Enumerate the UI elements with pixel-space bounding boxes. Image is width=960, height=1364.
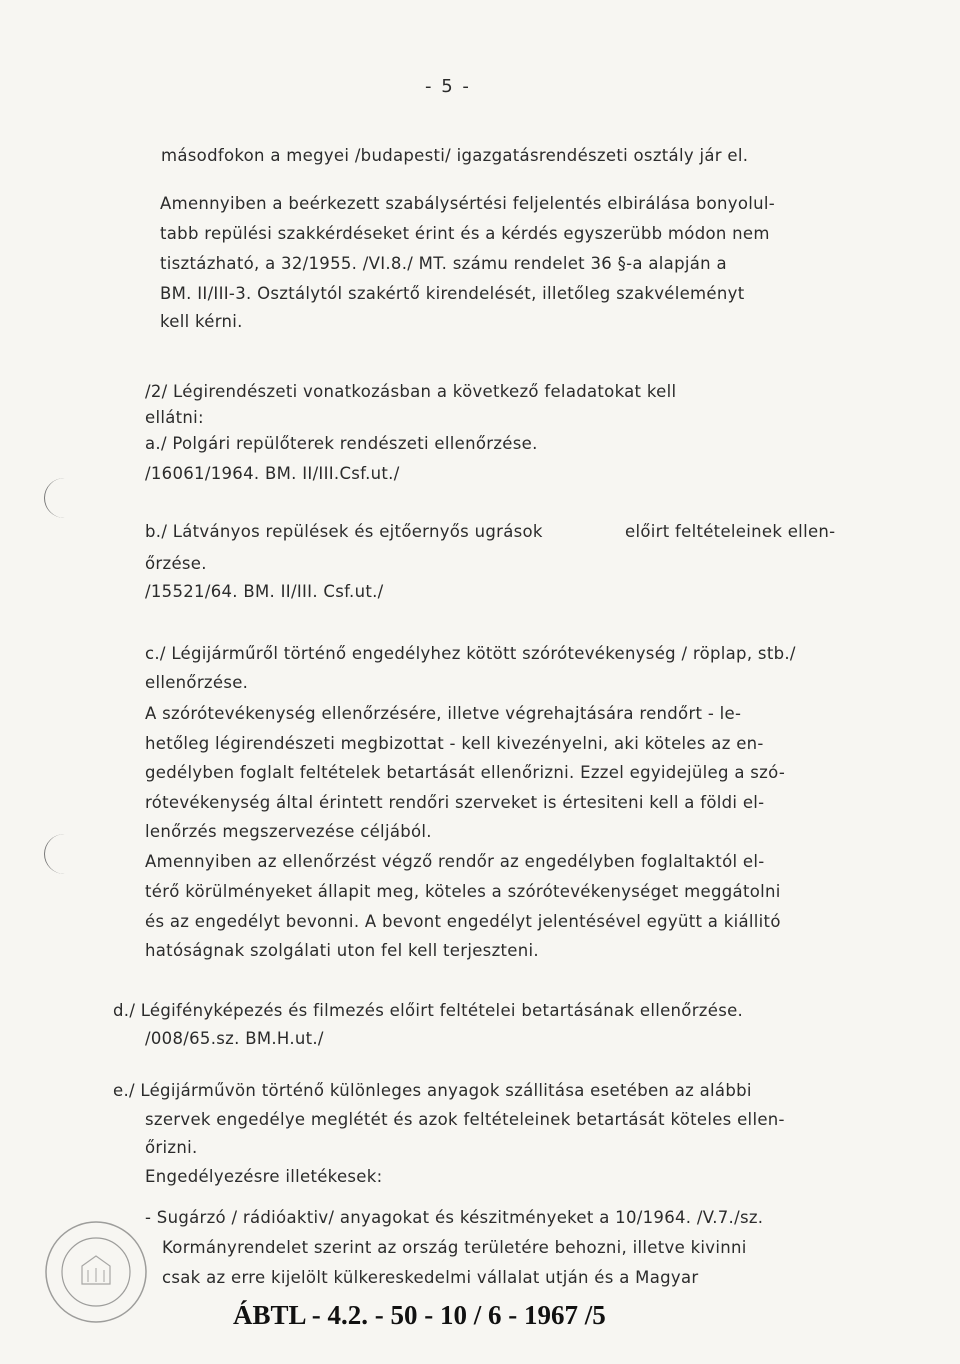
text-line: másodfokon a megyei /budapesti/ igazgatásrendészeti osztály jár el. (161, 146, 749, 165)
text-line: ellenőrzése. (145, 673, 249, 692)
punch-hole-mark (44, 478, 85, 518)
text-line: tabb repülési szakkérdéseket érint és a kérdés egyszerübb módon nem (160, 224, 770, 243)
text-line: rótevékenység által érintett rendőri szerveket is értesiteni kell a földi el- (145, 793, 765, 812)
text-line: Amennyiben az ellenőrzést végző rendőr az engedélyben foglaltaktól el- (145, 852, 765, 871)
list-item: c./ Légijárműről történő engedélyhez kötött szórótevékenység / röplap, stb./ (145, 644, 796, 663)
archive-reference: ÁBTL - 4.2. - 50 - 10 / 6 - 1967 /5 (233, 1300, 606, 1330)
list-item: a./ Polgári repülőterek rendészeti ellenőrzése. (145, 434, 538, 453)
text-line: térő körülményeket állapit meg, köteles a szórótevékenységet meggátolni (145, 882, 781, 901)
text-line: ellátni: (145, 408, 204, 427)
text-line: Amennyiben a beérkezett szabálysértési feljelentés elbirálása bonyolul- (160, 194, 776, 213)
text-line: kell kérni. (160, 312, 243, 331)
text-line: /15521/64. BM. II/III. Csf.ut./ (145, 582, 384, 601)
list-item: b./ Látványos repülések és ejtőernyős ugrások (145, 522, 543, 541)
text-line: lenőrzés megszervezése céljából. (145, 822, 432, 841)
text-line: csak az erre kijelölt külkereskedelmi vállalat utján és a Magyar (162, 1268, 699, 1287)
text-line: - Sugárzó / rádióaktiv/ anyagokat és készitményeket a 10/1964. /V.7./sz. (145, 1208, 764, 1227)
text-line: /16061/1964. BM. II/III.Csf.ut./ (145, 464, 400, 483)
text-line: A szórótevékenység ellenőrzésére, illetve végrehajtására rendőrt - le- (145, 704, 742, 723)
text-line: és az engedélyt bevonni. A bevont engedélyt jelentésével együtt a kiállitó (145, 912, 781, 931)
section-heading: /2/ Légirendészeti vonatkozásban a következő feladatokat kell (145, 382, 677, 401)
text-line: tisztázható, a 32/1955. /VI.8./ MT. számu rendelet 36 §-a alapján a (160, 254, 727, 273)
list-item: d./ Légifényképezés és filmezés előirt feltételei betartásának ellenőrzése. (113, 1001, 744, 1020)
text-line: /008/65.sz. BM.H.ut./ (145, 1029, 324, 1048)
text-line: BM. II/III-3. Osztálytól szakértő kirendelését, illetőleg szakvéleményt (160, 284, 745, 303)
text-line: hatóságnak szolgálati uton fel kell terjeszteni. (145, 941, 539, 960)
page-number: - 5 - (425, 76, 471, 97)
archive-stamp-icon (42, 1218, 150, 1326)
list-item: e./ Légijárművön történő különleges anyagok szállitása esetében az alábbi (113, 1081, 752, 1100)
text-line: őrizni. (145, 1138, 198, 1157)
text-line: szervek engedélye meglétét és azok feltételeinek betartását köteles ellen- (145, 1110, 785, 1129)
text-line: gedélyben foglalt feltételek betartását ellenőrizni. Ezzel egyidejüleg a szó- (145, 763, 786, 782)
text-line: őrzése. (145, 554, 207, 573)
text-line: hetőleg légirendészeti megbizottat - kell kivezényelni, aki köteles az en- (145, 734, 764, 753)
punch-hole-mark (44, 834, 85, 874)
text-line: Kormányrendelet szerint az ország területére behozni, illetve kivinni (162, 1238, 747, 1257)
text-line: előirt feltételeinek ellen- (625, 522, 836, 541)
text-line: Engedélyezésre illetékesek: (145, 1167, 383, 1186)
